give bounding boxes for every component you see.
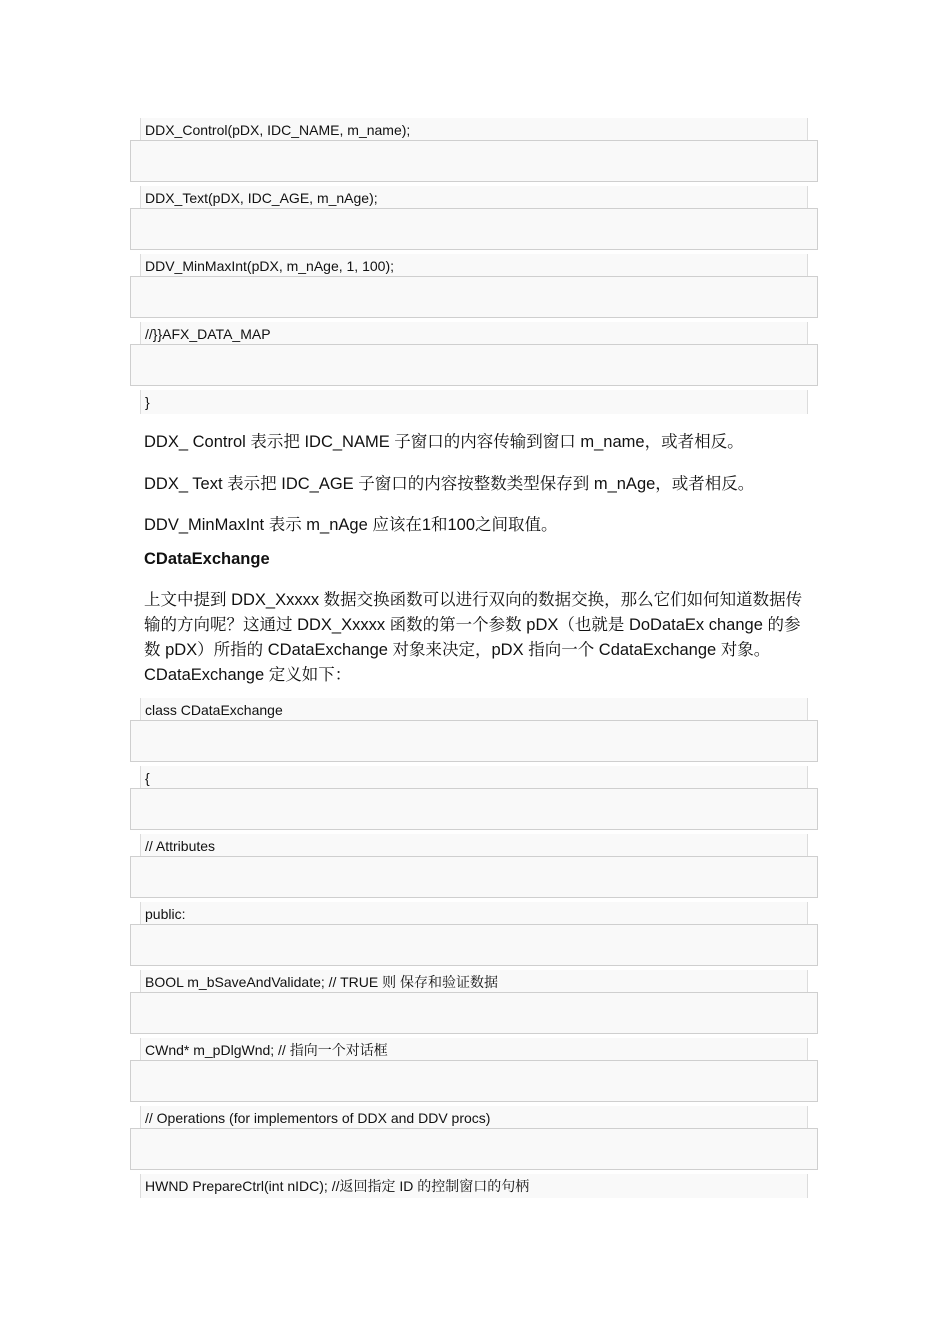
code-gap [130, 140, 818, 182]
paragraph-ddv-minmaxint: DDV_MinMaxInt 表示 m_nAge 应该在1和100之间取值。 [144, 516, 558, 534]
code-gap [130, 1128, 818, 1170]
paragraph-cdataexchange-intro: 上文中提到 DDX_Xxxxx 数据交换函数可以进行双向的数据交换，那么它们如何知道数据传输的方向呢？这通过 DDX_Xxxxx 函数的第一个参数 pDX（也就是 DoDataEx change 的参数 pDX）所指的 CDataExchange 对象来决定，pDX 指向一个 CdataExchange 对象。CDataExchange 定义如下： [144, 591, 803, 684]
code-line: CWnd* m_pDlgWnd; // 指向一个对话框 [140, 1038, 808, 1062]
code-line: // Attributes [140, 834, 808, 858]
code-line: { [140, 766, 808, 790]
code-line: class CDataExchange [140, 698, 808, 722]
code-gap [130, 208, 818, 250]
code-gap [130, 276, 818, 318]
code-line: // Operations (for implementors of DDX and DDV procs) [140, 1106, 808, 1130]
code-line: HWND PrepareCtrl(int nIDC); //返回指定 ID 的控制窗口的句柄 [140, 1174, 808, 1198]
code-gap [130, 992, 818, 1034]
code-block-2 [140, 698, 810, 1198]
code-line: DDX_Text(pDX, IDC_AGE, m_nAge); [140, 186, 808, 210]
section-heading: CDataExchange [144, 550, 270, 568]
code-line: public: [140, 902, 808, 926]
paragraph-ddx-control: DDX_ Control 表示把 IDC_NAME 子窗口的内容传输到窗口 m_name，或者相反。 [144, 433, 744, 451]
code-gap [130, 924, 818, 966]
code-gap [130, 344, 818, 386]
code-line: //}}AFX_DATA_MAP [140, 322, 808, 346]
code-line: DDV_MinMaxInt(pDX, m_nAge, 1, 100); [140, 254, 808, 278]
code-line: DDX_Control(pDX, IDC_NAME, m_name); [140, 118, 808, 142]
code-gap [130, 720, 818, 762]
code-gap [130, 856, 818, 898]
code-line: } [140, 390, 808, 414]
code-gap [130, 788, 818, 830]
code-block-1 [140, 118, 810, 414]
code-gap [130, 1060, 818, 1102]
code-line: BOOL m_bSaveAndValidate; // TRUE 则 保存和验证数据 [140, 970, 808, 994]
paragraph-ddx-text: DDX_ Text 表示把 IDC_AGE 子窗口的内容按整数类型保存到 m_nAge，或者相反。 [144, 475, 755, 493]
